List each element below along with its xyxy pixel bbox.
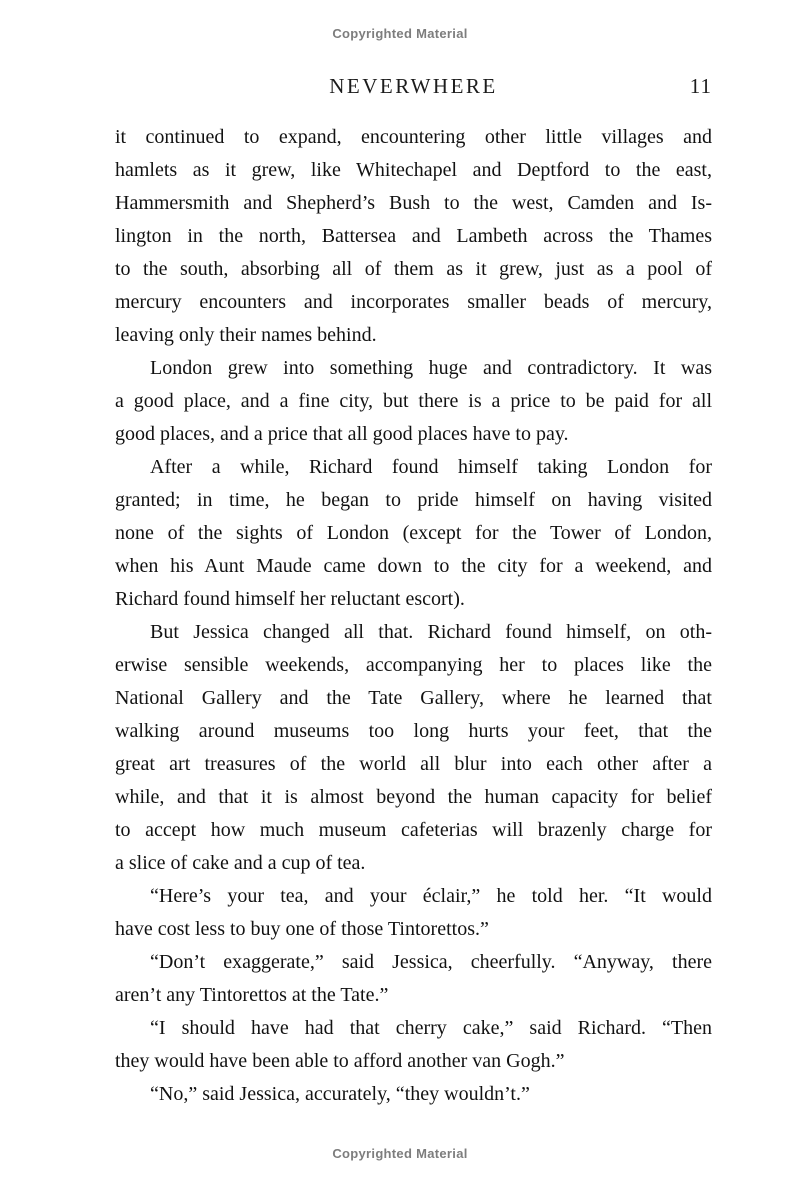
text-line: a slice of cake and a cup of tea.: [115, 852, 366, 874]
text-line: But Jessica changed all that. Richard found himself, on oth-: [150, 621, 712, 643]
text-line: while, and that it is almost beyond the human capacity for belief: [115, 786, 712, 808]
text-line: After a while, Richard found himself taking London for: [150, 456, 712, 478]
text-line: “Don’t exaggerate,” said Jessica, cheerfully. “Anyway, there: [150, 951, 712, 973]
paragraph: [115, 946, 712, 1012]
paragraph: [115, 451, 712, 616]
text-line: when his Aunt Maude came down to the city for a weekend, and: [115, 555, 712, 577]
paragraph: [115, 121, 712, 352]
text-line: Richard found himself her reluctant escort).: [115, 588, 465, 610]
paragraph: [115, 1078, 712, 1111]
text-line: great art treasures of the world all blur into each other after a: [115, 753, 712, 775]
text-line: lington in the north, Battersea and Lambeth across the Thames: [115, 225, 712, 247]
text-line: Hammersmith and Shepherd’s Bush to the west, Camden and Is-: [115, 192, 712, 214]
text-line: “No,” said Jessica, accurately, “they wouldn’t.”: [150, 1083, 530, 1105]
text-line: walking around museums too long hurts your feet, that the: [115, 720, 712, 742]
text-line: good places, and a price that all good places have to pay.: [115, 423, 569, 445]
text-line: mercury encounters and incorporates smaller beads of mercury,: [115, 291, 712, 313]
page-number: 11: [689, 74, 712, 98]
paragraph: [115, 1012, 712, 1078]
text-line: have cost less to buy one of those Tintorettos.”: [115, 918, 489, 940]
text-line: none of the sights of London (except for the Tower of London,: [115, 522, 712, 544]
book-title: NEVERWHERE: [329, 74, 498, 98]
text-line: erwise sensible weekends, accompanying her to places like the: [115, 654, 712, 676]
paragraph: [115, 352, 712, 451]
text-line: “I should have had that cherry cake,” said Richard. “Then: [150, 1017, 712, 1039]
text-line: to accept how much museum cafeterias will brazenly charge for: [115, 819, 712, 841]
text-line: aren’t any Tintorettos at the Tate.”: [115, 984, 389, 1006]
text-line: National Gallery and the Tate Gallery, where he learned that: [115, 687, 712, 709]
text-line: to the south, absorbing all of them as it grew, just as a pool of: [115, 258, 712, 280]
text-line: they would have been able to afford another van Gogh.”: [115, 1050, 565, 1072]
text-block: [115, 121, 712, 1111]
copyright-notice-bottom: Copyrighted Material: [332, 1146, 468, 1161]
paragraph: [115, 880, 712, 946]
text-line: “Here’s your tea, and your éclair,” he told her. “It would: [150, 885, 712, 907]
copyright-notice-top: Copyrighted Material: [332, 26, 468, 41]
text-line: granted; in time, he began to pride himself on having visited: [115, 489, 712, 511]
text-line: leaving only their names behind.: [115, 324, 377, 346]
text-line: a good place, and a fine city, but there is a price to be paid for all: [115, 390, 712, 412]
running-header: [115, 72, 712, 100]
paragraph: [115, 616, 712, 880]
text-line: it continued to expand, encountering other little villages and: [115, 126, 712, 148]
text-line: London grew into something huge and contradictory. It was: [150, 357, 712, 379]
text-line: hamlets as it grew, like Whitechapel and Deptford to the east,: [115, 159, 712, 181]
